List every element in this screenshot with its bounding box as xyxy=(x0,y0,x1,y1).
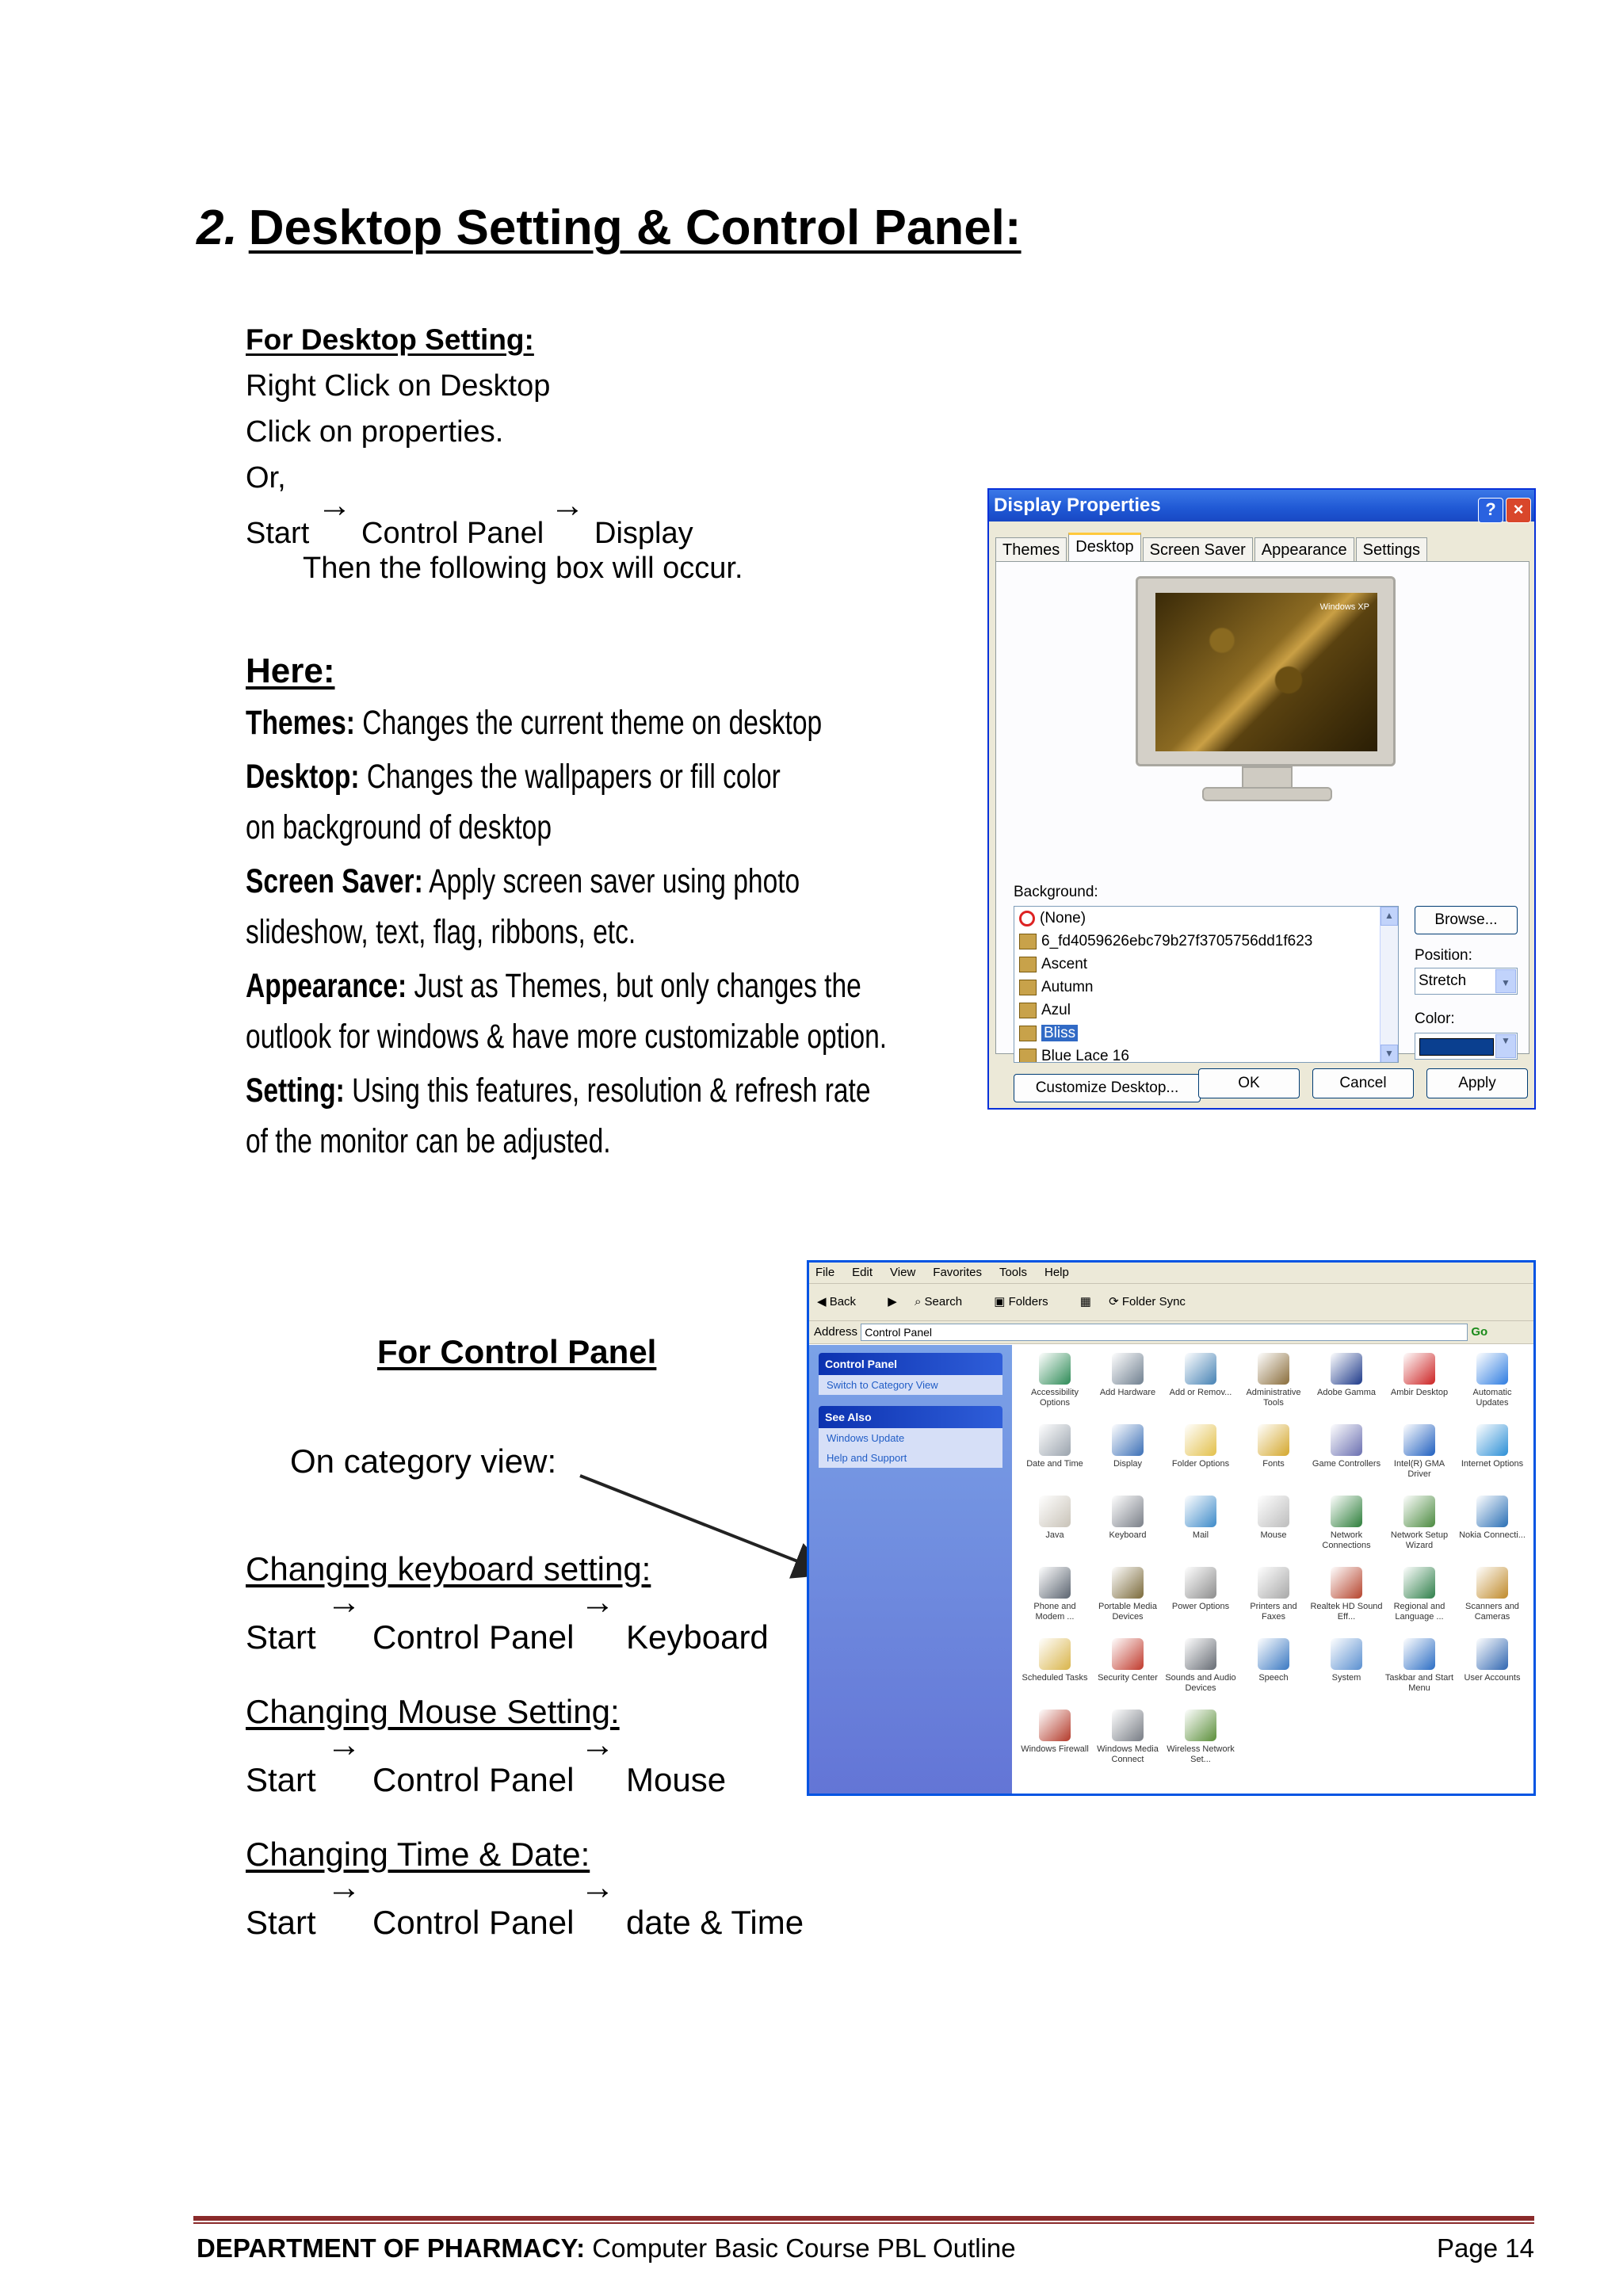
applet-icon xyxy=(1331,1424,1362,1456)
toolbar xyxy=(809,1284,1533,1321)
folders-button[interactable]: ▣ Folders xyxy=(994,1295,1048,1308)
applet-label: Scanners and Cameras xyxy=(1465,1602,1519,1622)
none-icon xyxy=(1019,911,1035,926)
arrow-icon: → xyxy=(580,1583,615,1622)
browse-button[interactable]: Browse... xyxy=(1415,906,1518,934)
tab-screen-saver[interactable]: Screen Saver xyxy=(1143,537,1253,563)
control-panel-item[interactable] xyxy=(1237,1635,1310,1697)
desktop-description-2: on background of desktop xyxy=(246,808,552,846)
page-title xyxy=(197,200,1022,256)
footer-rule xyxy=(193,2216,1534,2221)
page-number: Page 14 xyxy=(1437,2233,1534,2263)
chevron-down-icon: ▼ xyxy=(1495,969,1516,993)
arrow-icon: → xyxy=(550,486,585,525)
position-label: Position: xyxy=(1415,947,1472,964)
applet-icon xyxy=(1039,1567,1071,1599)
arrow-icon: → xyxy=(317,486,352,525)
control-panel-item[interactable] xyxy=(1237,1350,1310,1412)
task-pane xyxy=(809,1345,1012,1794)
control-panel-window xyxy=(807,1260,1536,1796)
list-item[interactable]: 6_fd4059626ebc79b27f3705756dd1f623 xyxy=(1014,930,1398,953)
task-pane-title: Control Panel xyxy=(819,1353,1002,1375)
desktop-setting-heading: For Desktop Setting: xyxy=(246,323,534,356)
applet-icon xyxy=(1403,1638,1435,1670)
applet-icon xyxy=(1476,1567,1508,1599)
address-input[interactable]: Control Panel xyxy=(861,1324,1468,1341)
control-panel-item[interactable] xyxy=(1164,1492,1237,1554)
applet-label: Regional and Language ... xyxy=(1393,1602,1445,1622)
applet-label: Windows Media Connect xyxy=(1097,1744,1159,1764)
go-button[interactable]: Go xyxy=(1471,1325,1488,1339)
tab-themes[interactable]: Themes xyxy=(995,537,1067,563)
applet-label: Date and Time xyxy=(1026,1459,1083,1469)
applet-label: Nokia Connecti... xyxy=(1459,1530,1526,1540)
themes-description: Themes: Changes the current theme on desktop xyxy=(246,704,823,742)
switch-category-view-link[interactable]: Switch to Category View xyxy=(827,1379,938,1391)
applet-label: Network Setup Wizard xyxy=(1390,1530,1449,1550)
applet-icon xyxy=(1112,1710,1144,1741)
setting-description-2: of the monitor can be adjusted. xyxy=(246,1122,611,1160)
display-properties-dialog xyxy=(987,488,1536,1110)
see-also-box xyxy=(819,1406,1002,1468)
menu-tools[interactable]: Tools xyxy=(999,1266,1027,1279)
keyboard-heading: Changing keyboard setting: xyxy=(246,1550,651,1587)
image-file-icon xyxy=(1019,1049,1037,1063)
image-file-icon xyxy=(1019,1026,1037,1041)
image-file-icon xyxy=(1019,1003,1037,1018)
applet-icon xyxy=(1039,1424,1071,1456)
applet-icon xyxy=(1039,1496,1071,1527)
control-panel-item[interactable] xyxy=(1383,1635,1456,1697)
applet-icon xyxy=(1039,1638,1071,1670)
applet-icon xyxy=(1331,1496,1362,1527)
forward-icon[interactable]: ▶ xyxy=(888,1295,897,1308)
applet-icon xyxy=(1403,1353,1435,1385)
note-text: Then the following box will occur. xyxy=(303,552,743,585)
applet-icon xyxy=(1258,1424,1289,1456)
tab-settings[interactable]: Settings xyxy=(1356,537,1427,563)
applet-icon xyxy=(1403,1567,1435,1599)
applet-label: Java xyxy=(1045,1530,1064,1540)
list-item[interactable]: (None) xyxy=(1014,907,1398,930)
chevron-down-icon: ▼ xyxy=(1495,1034,1516,1058)
ok-button[interactable]: OK xyxy=(1198,1068,1300,1098)
applet-label: Mouse xyxy=(1260,1530,1287,1540)
section-number: 2. xyxy=(197,201,238,255)
applet-label: Administrative Tools xyxy=(1246,1388,1301,1408)
applet-label: Security Center xyxy=(1098,1673,1158,1683)
control-panel-item[interactable] xyxy=(1018,1706,1091,1768)
arrow-icon: → xyxy=(580,1725,615,1764)
search-button[interactable]: ⌕ Search xyxy=(914,1295,963,1308)
applet-icon xyxy=(1476,1496,1508,1527)
back-button[interactable]: ◀ Back xyxy=(817,1295,857,1308)
time-date-heading: Changing Time & Date: xyxy=(246,1836,590,1873)
control-panel-item[interactable] xyxy=(1018,1492,1091,1554)
control-panel-item[interactable] xyxy=(1091,1350,1164,1412)
applet-icon xyxy=(1039,1353,1071,1385)
list-item[interactable]: Autumn xyxy=(1014,976,1398,999)
control-panel-item[interactable] xyxy=(1237,1492,1310,1554)
path-control-panel: Control Panel xyxy=(372,1761,575,1798)
views-icon[interactable]: ▦ xyxy=(1079,1295,1091,1308)
applet-label: Display xyxy=(1113,1459,1143,1469)
tab-appearance[interactable]: Appearance xyxy=(1254,537,1354,563)
screen-saver-description: Screen Saver: Apply screen saver using photo xyxy=(246,862,800,900)
applet-icon xyxy=(1039,1710,1071,1741)
path-date-time: date & Time xyxy=(626,1904,804,1941)
help-support-link[interactable]: Help and Support xyxy=(827,1452,907,1464)
cancel-button[interactable]: Cancel xyxy=(1312,1068,1414,1098)
control-panel-item[interactable] xyxy=(1091,1492,1164,1554)
control-panel-item[interactable] xyxy=(1383,1350,1456,1412)
arrow-icon: → xyxy=(327,1868,361,1907)
applet-icon xyxy=(1258,1567,1289,1599)
control-panel-item[interactable] xyxy=(1456,1492,1529,1554)
control-panel-item[interactable] xyxy=(1164,1706,1237,1768)
preview-label: Windows XP xyxy=(1319,602,1369,612)
list-item[interactable]: Blue Lace 16 xyxy=(1014,1045,1398,1063)
folder-sync-button[interactable]: ⟳ Folder Sync xyxy=(1109,1295,1186,1308)
windows-update-link[interactable]: Windows Update xyxy=(827,1432,905,1444)
control-panel-item[interactable] xyxy=(1091,1635,1164,1697)
applet-icon xyxy=(1331,1567,1362,1599)
list-item[interactable]: Ascent xyxy=(1014,953,1398,976)
path-control-panel: Control Panel xyxy=(372,1618,575,1656)
path-start: Start xyxy=(246,1761,316,1798)
control-panel-item[interactable] xyxy=(1310,1635,1383,1697)
applet-label: Intel(R) GMA Driver xyxy=(1393,1459,1445,1479)
applet-label: Portable Media Devices xyxy=(1098,1602,1157,1622)
tab-bar xyxy=(995,533,1429,563)
category-view-label: On category view: xyxy=(290,1442,557,1480)
control-panel-icon-grid xyxy=(1018,1350,1529,1768)
applet-label: Windows Firewall xyxy=(1021,1744,1089,1754)
control-panel-item[interactable] xyxy=(1164,1564,1237,1626)
image-file-icon xyxy=(1019,980,1037,995)
control-panel-item[interactable] xyxy=(1310,1492,1383,1554)
see-also-title: See Also xyxy=(819,1406,1002,1428)
path-mouse: Mouse xyxy=(626,1761,727,1798)
control-panel-item[interactable] xyxy=(1164,1635,1237,1697)
menu-edit[interactable]: Edit xyxy=(852,1266,873,1279)
path-start: Start xyxy=(246,1618,316,1656)
path-control-panel: Control Panel xyxy=(372,1904,575,1941)
applet-icon xyxy=(1112,1496,1144,1527)
monitor-base xyxy=(1202,787,1332,801)
applet-icon xyxy=(1185,1567,1216,1599)
control-panel-item[interactable] xyxy=(1383,1492,1456,1554)
instruction-line: Or, xyxy=(246,461,286,495)
applet-label: Wireless Network Set... xyxy=(1167,1744,1235,1764)
applet-icon xyxy=(1185,1710,1216,1741)
image-file-icon xyxy=(1019,934,1037,949)
instruction-line: Right Click on Desktop xyxy=(246,369,551,403)
wallpaper-preview xyxy=(1155,593,1377,751)
control-panel-item[interactable] xyxy=(1456,1635,1529,1697)
applet-icon xyxy=(1185,1638,1216,1670)
applet-label: Network Connections xyxy=(1322,1530,1371,1550)
applet-label: Printers and Faxes xyxy=(1250,1602,1297,1622)
address-label: Address xyxy=(814,1325,858,1339)
desktop-description: Desktop: Changes the wallpapers or fill color xyxy=(246,758,781,796)
applet-icon xyxy=(1476,1424,1508,1456)
applet-label: Sounds and Audio Devices xyxy=(1165,1673,1236,1693)
here-heading: Here: xyxy=(246,651,335,690)
applet-label: Automatic Updates xyxy=(1472,1388,1512,1408)
applet-icon xyxy=(1331,1638,1362,1670)
applet-icon xyxy=(1185,1424,1216,1456)
control-panel-heading: For Control Panel xyxy=(377,1333,657,1370)
control-panel-item[interactable] xyxy=(1310,1421,1383,1483)
control-panel-item[interactable] xyxy=(1237,1564,1310,1626)
control-panel-item[interactable] xyxy=(1091,1564,1164,1626)
applet-icon xyxy=(1112,1567,1144,1599)
control-panel-item[interactable] xyxy=(1237,1421,1310,1483)
control-panel-item[interactable] xyxy=(1383,1421,1456,1483)
color-picker[interactable] xyxy=(1415,1033,1518,1060)
applet-label: Game Controllers xyxy=(1312,1459,1381,1469)
image-file-icon xyxy=(1019,957,1037,972)
applet-label: Speech xyxy=(1258,1673,1289,1683)
appearance-description-2: outlook for windows & have more customizable option. xyxy=(246,1018,888,1056)
control-panel-item[interactable] xyxy=(1018,1635,1091,1697)
dialog-title: Display Properties xyxy=(994,495,1161,516)
applet-label: Accessibility Options xyxy=(1031,1388,1079,1408)
path-start: Start xyxy=(246,1904,316,1941)
applet-icon xyxy=(1258,1638,1289,1670)
control-panel-item[interactable] xyxy=(1018,1350,1091,1412)
control-panel-item[interactable] xyxy=(1310,1350,1383,1412)
mouse-heading: Changing Mouse Setting: xyxy=(246,1693,620,1730)
footer-rule-thin xyxy=(193,2222,1534,2224)
apply-button[interactable]: Apply xyxy=(1426,1068,1528,1098)
applet-label: Add or Remov... xyxy=(1169,1388,1232,1397)
list-item-selected[interactable]: Bliss xyxy=(1014,1022,1398,1045)
address-bar xyxy=(809,1321,1533,1344)
monitor-frame xyxy=(1136,576,1396,766)
control-panel-item[interactable] xyxy=(1456,1350,1529,1412)
applet-label: Add Hardware xyxy=(1099,1388,1156,1397)
control-panel-item[interactable] xyxy=(1164,1350,1237,1412)
control-panel-item[interactable] xyxy=(1091,1706,1164,1768)
control-panel-item[interactable] xyxy=(1018,1421,1091,1483)
path-keyboard: Keyboard xyxy=(626,1618,769,1656)
applet-icon xyxy=(1476,1638,1508,1670)
path-control-panel: Control Panel xyxy=(361,517,544,550)
menu-file[interactable]: File xyxy=(815,1266,835,1279)
control-panel-item[interactable] xyxy=(1310,1564,1383,1626)
applet-label: Internet Options xyxy=(1461,1459,1524,1469)
applet-label: Power Options xyxy=(1171,1602,1230,1611)
applet-label: Scheduled Tasks xyxy=(1022,1673,1088,1683)
applet-icon xyxy=(1476,1353,1508,1385)
menu-favorites[interactable]: Favorites xyxy=(933,1266,982,1279)
menu-view[interactable]: View xyxy=(890,1266,916,1279)
arrow-icon: → xyxy=(580,1868,615,1907)
menu-bar xyxy=(809,1263,1533,1284)
customize-desktop-button[interactable]: Customize Desktop... xyxy=(1014,1074,1201,1102)
instruction-line: Click on properties. xyxy=(246,415,504,449)
applet-icon xyxy=(1185,1496,1216,1527)
applet-label: Ambir Desktop xyxy=(1390,1388,1449,1397)
color-swatch xyxy=(1419,1038,1494,1056)
scroll-down-icon[interactable]: ▼ xyxy=(1381,1045,1398,1063)
background-listbox[interactable] xyxy=(1014,906,1399,1063)
help-button[interactable]: ? xyxy=(1478,498,1503,523)
control-panel-item[interactable] xyxy=(1383,1564,1456,1626)
applet-label: Fonts xyxy=(1262,1459,1285,1469)
menu-help[interactable]: Help xyxy=(1044,1266,1069,1279)
applet-label: Keyboard xyxy=(1109,1530,1147,1540)
arrow-icon: → xyxy=(327,1725,361,1764)
control-panel-item[interactable] xyxy=(1456,1564,1529,1626)
applet-label: User Accounts xyxy=(1464,1673,1521,1683)
applet-label: Realtek HD Sound Eff... xyxy=(1310,1602,1383,1622)
applet-icon xyxy=(1112,1424,1144,1456)
applet-label: Mail xyxy=(1192,1530,1209,1540)
path-start: Start xyxy=(246,517,310,550)
list-item[interactable]: Azul xyxy=(1014,999,1398,1022)
background-label: Background: xyxy=(1014,884,1098,900)
screen-saver-description-2: slideshow, text, flag, ribbons, etc. xyxy=(246,913,636,951)
color-label: Color: xyxy=(1415,1010,1455,1027)
arrow-icon: → xyxy=(327,1583,361,1622)
applet-label: Phone and Modem ... xyxy=(1033,1602,1076,1622)
close-button[interactable]: × xyxy=(1506,498,1531,523)
applet-icon xyxy=(1403,1424,1435,1456)
applet-label: Adobe Gamma xyxy=(1317,1388,1376,1397)
control-panel-item[interactable] xyxy=(1164,1421,1237,1483)
path-display: Display xyxy=(594,517,693,550)
appearance-description: Appearance: Just as Themes, but only changes the xyxy=(246,967,861,1005)
control-panel-item[interactable] xyxy=(1456,1421,1529,1483)
applet-icon xyxy=(1185,1353,1216,1385)
scroll-up-icon[interactable]: ▲ xyxy=(1381,907,1398,926)
setting-description: Setting: Using this features, resolution & refresh rate xyxy=(246,1072,871,1110)
control-panel-box xyxy=(819,1353,1002,1395)
applet-icon xyxy=(1112,1638,1144,1670)
monitor-preview xyxy=(1136,576,1396,814)
section-title: Desktop Setting & Control Panel: xyxy=(248,201,1022,255)
applet-label: Folder Options xyxy=(1171,1459,1230,1469)
applet-label: Taskbar and Start Menu xyxy=(1384,1673,1454,1693)
applet-icon xyxy=(1258,1353,1289,1385)
applet-label: System xyxy=(1331,1673,1361,1683)
footer-text: DEPARTMENT OF PHARMACY: Computer Basic Course PBL Outline xyxy=(197,2233,1016,2263)
position-select[interactable]: Stretch ▼ xyxy=(1415,968,1518,995)
dialog-titlebar[interactable] xyxy=(989,490,1534,521)
list-scrollbar[interactable] xyxy=(1380,907,1398,1062)
applet-icon xyxy=(1112,1353,1144,1385)
control-panel-item[interactable] xyxy=(1091,1421,1164,1483)
applet-icon xyxy=(1403,1496,1435,1527)
applet-icon xyxy=(1331,1353,1362,1385)
applet-icon xyxy=(1258,1496,1289,1527)
tab-desktop[interactable]: Desktop xyxy=(1068,533,1140,563)
control-panel-item[interactable] xyxy=(1018,1564,1091,1626)
